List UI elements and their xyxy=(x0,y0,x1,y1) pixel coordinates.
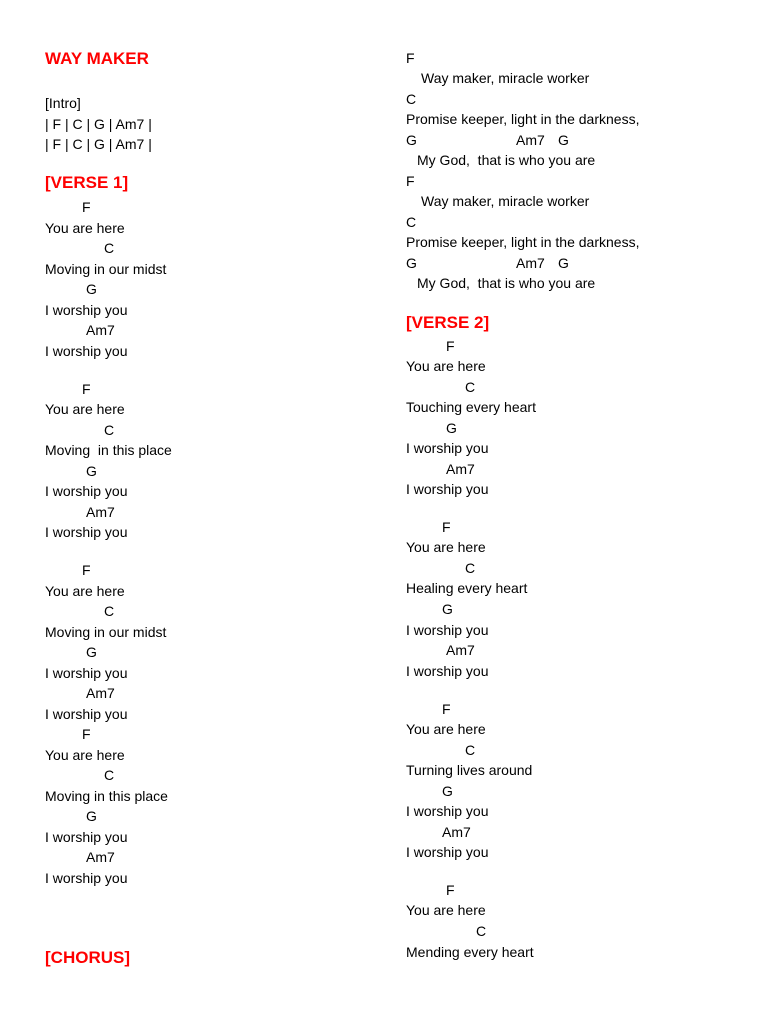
chord: G xyxy=(442,783,453,799)
chord: G xyxy=(86,281,97,297)
intro-chords: | F | C | G | Am7 | xyxy=(45,136,152,152)
chord: G xyxy=(86,808,97,824)
lyric-line: You are here xyxy=(45,401,125,417)
chord: Am7 xyxy=(86,322,115,338)
chord: F xyxy=(82,726,91,742)
chord: G xyxy=(406,255,417,271)
lyric-line: I worship you xyxy=(406,663,489,679)
lyric-line: Healing every heart xyxy=(406,580,528,596)
chord: G xyxy=(86,463,97,479)
chord: C xyxy=(476,923,487,939)
lyric-line: You are here xyxy=(45,583,125,599)
chord: Am7 xyxy=(86,685,115,701)
lyric-line: Moving in this place xyxy=(45,442,172,458)
chord: G xyxy=(558,255,569,271)
chord: C xyxy=(104,240,115,256)
chord: G xyxy=(442,601,453,617)
chord: F xyxy=(82,562,91,578)
chord: C xyxy=(104,767,115,783)
lyric-line: I worship you xyxy=(406,622,489,638)
lyric-line: I worship you xyxy=(45,829,128,845)
lyric-line: I worship you xyxy=(45,302,128,318)
chord: F xyxy=(446,882,455,898)
lyric-line: I worship you xyxy=(406,844,489,860)
chord: F xyxy=(406,50,415,66)
lyric-line: Moving in our midst xyxy=(45,261,167,277)
lyric-line: My God, that is who you are xyxy=(417,152,596,168)
lyric-line: Turning lives around xyxy=(406,762,533,778)
chord: C xyxy=(104,603,115,619)
chord: F xyxy=(82,381,91,397)
chord: G xyxy=(446,420,457,436)
chord: F xyxy=(442,519,451,535)
chord: Am7 xyxy=(86,504,115,520)
intro-chords: | F | C | G | Am7 | xyxy=(45,116,152,132)
song-title: WAY MAKER xyxy=(45,49,149,68)
lyric-line: I worship you xyxy=(45,665,128,681)
lyric-line: Moving in our midst xyxy=(45,624,167,640)
intro-label: [Intro] xyxy=(45,95,81,111)
chord: Am7 xyxy=(86,849,115,865)
lyric-line: You are here xyxy=(406,358,486,374)
lyric-line: Promise keeper, light in the darkness, xyxy=(406,111,640,127)
chord: C xyxy=(465,742,476,758)
chord: C xyxy=(104,422,115,438)
lyric-line: You are here xyxy=(406,539,486,555)
lyric-line: You are here xyxy=(45,220,125,236)
chord: C xyxy=(406,214,417,230)
lyric-line: I worship you xyxy=(45,870,128,886)
lyric-line: Touching every heart xyxy=(406,399,536,415)
chord: C xyxy=(465,379,476,395)
lyric-line: I worship you xyxy=(45,483,128,499)
lyric-line: I worship you xyxy=(45,343,128,359)
chord: Am7 xyxy=(446,461,475,477)
lyric-line: Moving in this place xyxy=(45,788,168,804)
lyric-line: You are here xyxy=(406,902,486,918)
chord: F xyxy=(446,338,455,354)
chord: G xyxy=(406,132,417,148)
section-heading-chorus: [CHORUS] xyxy=(45,948,130,967)
lyric-line: Promise keeper, light in the darkness, xyxy=(406,234,640,250)
lyric-line: I worship you xyxy=(45,706,128,722)
section-heading-verse-2: [VERSE 2] xyxy=(406,313,490,332)
chord: C xyxy=(465,560,476,576)
chord: F xyxy=(406,173,415,189)
lyric-line: I worship you xyxy=(45,524,128,540)
chord: Am7 xyxy=(516,132,545,148)
chord: G xyxy=(86,644,97,660)
lyric-line: You are here xyxy=(406,721,486,737)
chord: F xyxy=(82,199,91,215)
lyric-line: I worship you xyxy=(406,481,489,497)
lyric-line: I worship you xyxy=(406,440,489,456)
chord: G xyxy=(558,132,569,148)
chord: Am7 xyxy=(516,255,545,271)
chord: Am7 xyxy=(446,642,475,658)
section-heading-verse-1: [VERSE 1] xyxy=(45,173,129,192)
chord: F xyxy=(442,701,451,717)
chord: C xyxy=(406,91,417,107)
lyric-line: My God, that is who you are xyxy=(417,275,596,291)
lyric-line: I worship you xyxy=(406,803,489,819)
lyric-line: Way maker, miracle worker xyxy=(421,193,590,209)
lyric-line: Mending every heart xyxy=(406,944,534,960)
lyric-line: Way maker, miracle worker xyxy=(421,70,590,86)
lyric-line: You are here xyxy=(45,747,125,763)
chord: Am7 xyxy=(442,824,471,840)
